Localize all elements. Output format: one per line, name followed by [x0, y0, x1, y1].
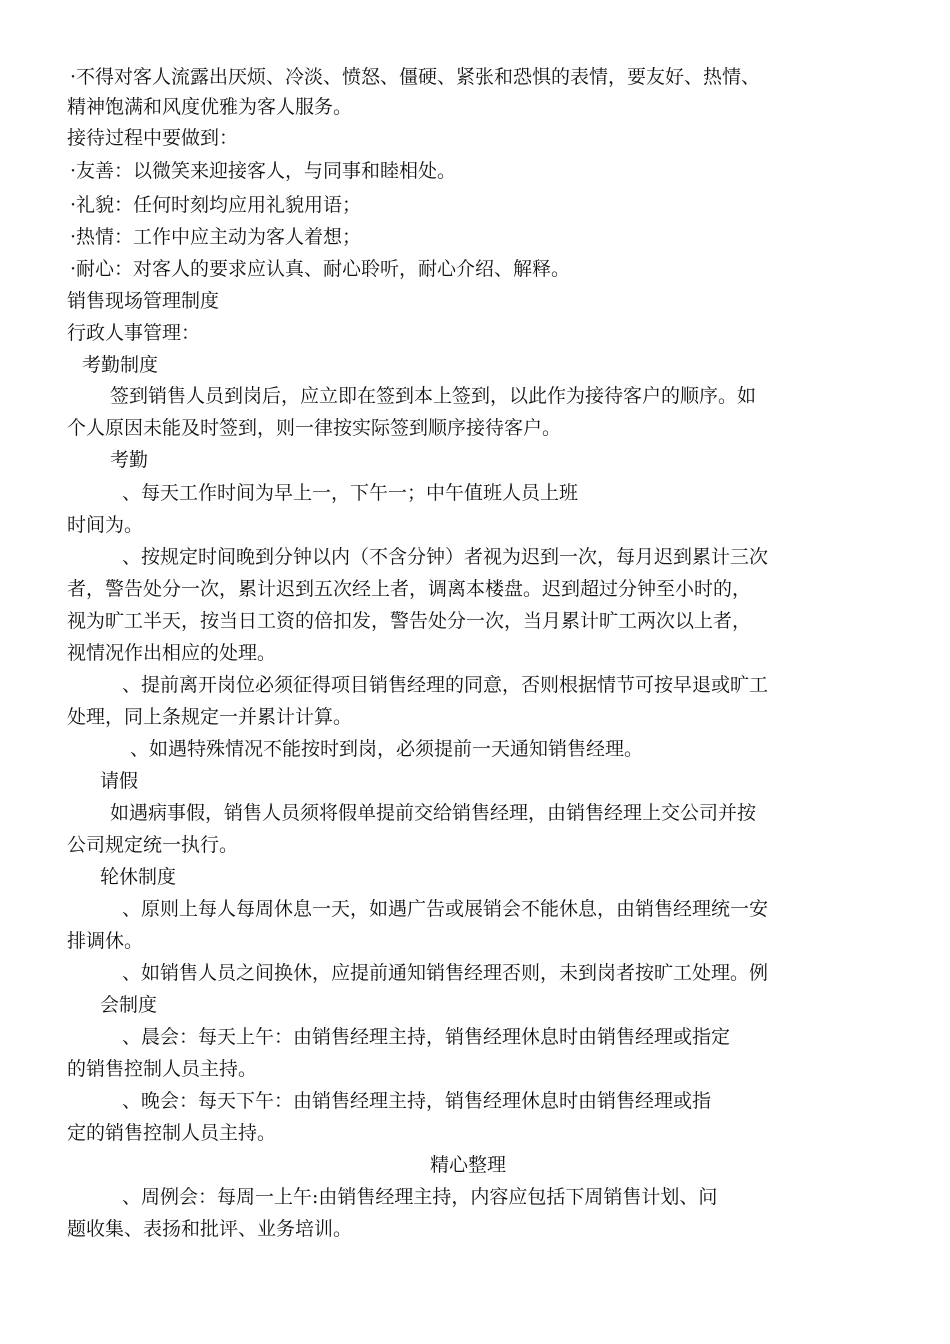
- text-line: 精神饱满和风度优雅为客人服务。: [67, 96, 353, 118]
- text-line: 者，警告处分一次，累计迟到五次经上者，调离本楼盘。迟到超过分钟至小时的，: [67, 578, 752, 600]
- text-line: 个人原因未能及时签到，则一律按实际签到顺序接待客户。: [67, 417, 562, 439]
- text-line: 、如遇特殊情况不能按时到岗，必须提前一天通知销售经理。: [130, 738, 644, 760]
- text-line: 、原则上每人每周休息一天，如遇广告或展销会不能休息，由销售经理统一安: [122, 898, 769, 920]
- text-line: 排调休。: [67, 930, 144, 952]
- text-line: 、按规定时间晚到分钟以内（不含分钟）者视为迟到一次，每月迟到累计三次: [122, 546, 769, 568]
- text-line: 公司规定统一执行。: [67, 834, 239, 856]
- text-line: 如遇病事假，销售人员须将假单提前交给销售经理，由销售经理上交公司并按: [110, 802, 757, 824]
- subsection-heading: 会制度: [100, 994, 158, 1016]
- text-line: 处理，同上条规定一并累计计算。: [67, 706, 353, 728]
- text-line: ·不得对客人流露出厌烦、冷淡、愤怒、僵硬、紧张和恐惧的表情，要友好、热情、: [70, 66, 761, 88]
- subsection-heading: 考勤制度: [82, 354, 159, 376]
- text-line: 的销售控制人员主持。: [67, 1058, 258, 1080]
- text-line: ·耐心：对客人的要求应认真、耐心聆听，耐心介绍、解释。: [70, 258, 571, 280]
- text-line: 接待过程中要做到：: [67, 127, 239, 149]
- text-line: 、如销售人员之间换休，应提前通知销售经理否则，未到岗者按旷工处理。例: [122, 962, 769, 984]
- text-line: 题收集、表扬和批评、业务培训。: [67, 1218, 353, 1240]
- section-heading: 行政人事管理：: [67, 322, 201, 344]
- text-line: 时间为。: [67, 514, 144, 536]
- text-line: ·热情：工作中应主动为客人着想；: [70, 226, 362, 248]
- text-line: ·友善：以微笑来迎接客人，与同事和睦相处。: [70, 160, 457, 182]
- text-line: 定的销售控制人员主持。: [67, 1122, 277, 1144]
- text-line: 签到销售人员到岗后，应立即在签到本上签到，以此作为接待客户的顺序。如: [110, 385, 757, 407]
- text-line: 、周例会：每周一上午:由销售经理主持，内容应包括下周销售计划、问: [122, 1186, 718, 1208]
- text-line: ·礼貌：任何时刻均应用礼貌用语；: [70, 194, 362, 216]
- subsection-heading: 请假: [100, 770, 139, 792]
- text-line: 、每天工作时间为早上一，下午一；中午值班人员上班: [122, 482, 579, 504]
- text-line: 、晚会：每天下午：由销售经理主持，销售经理休息时由销售经理或指: [122, 1090, 712, 1112]
- section-heading: 销售现场管理制度: [67, 290, 220, 312]
- subsection-heading: 轮休制度: [100, 866, 177, 888]
- text-line: 、晨会：每天上午：由销售经理主持，销售经理休息时由销售经理或指定: [122, 1026, 731, 1048]
- page-footer-label: 精心整理: [430, 1154, 507, 1176]
- text-line: 视为旷工半天，按当日工资的倍扣发，警告处分一次，当月累计旷工两次以上者，: [67, 610, 752, 632]
- text-line: 、提前离开岗位必须征得项目销售经理的同意，否则根据情节可按早退或旷工: [122, 674, 769, 696]
- text-line: 视情况作出相应的处理。: [67, 642, 277, 664]
- subsection-heading: 考勤: [110, 449, 149, 471]
